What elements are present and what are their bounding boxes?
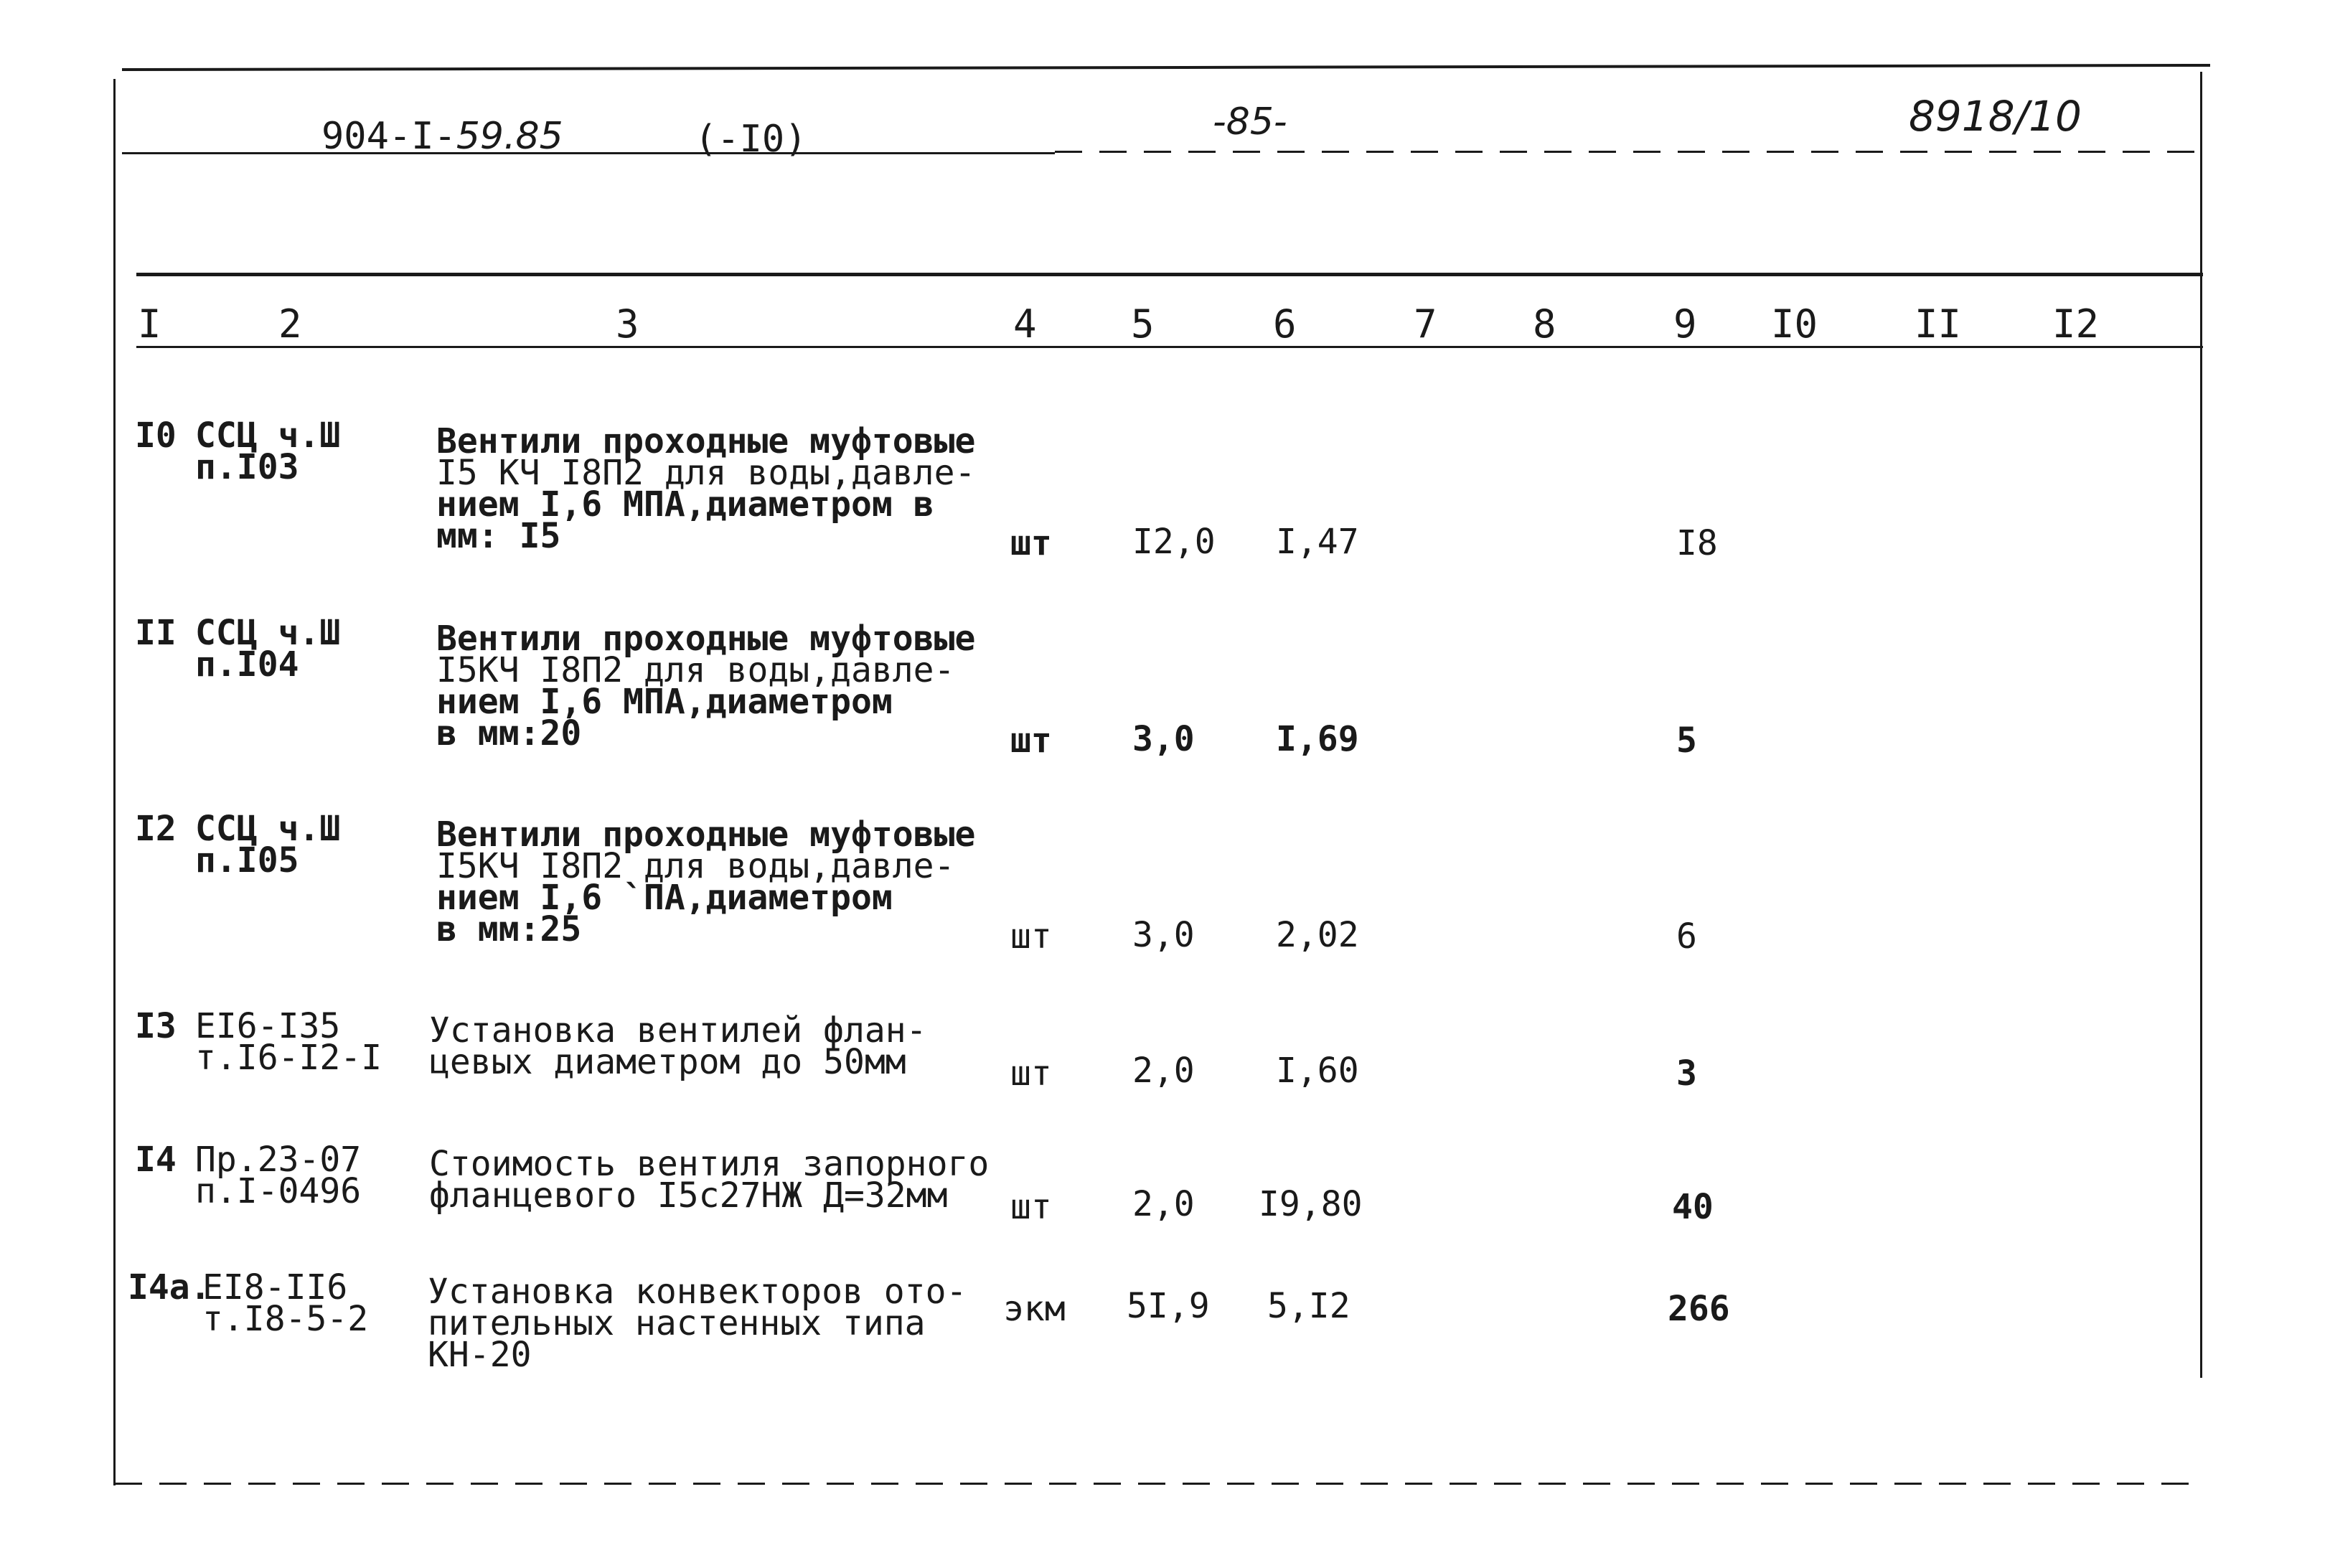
row-code-line: ССЦ ч.Ш	[195, 613, 341, 653]
top-border	[122, 64, 2210, 71]
row-description-line: цевых диаметром до 50мм	[429, 1042, 906, 1082]
column-number-5: 5	[1131, 301, 1155, 347]
row-unit: шт	[1010, 916, 1052, 957]
row-total: 5	[1676, 720, 1697, 761]
header-rule	[122, 152, 1055, 154]
column-number-12: I2	[2052, 301, 2100, 347]
row-code-line: ЕI8-II6	[202, 1267, 348, 1308]
row-quantity: 3,0	[1132, 915, 1195, 955]
row-description-line: Стоимость вентиля запорного	[429, 1144, 990, 1184]
row-description-line: в мм:20	[436, 713, 582, 754]
row-description-line: фланцевого I5с27НЖ Д=32мм	[429, 1175, 948, 1216]
row-description-line: I5КЧ I8П2 для воды,давле-	[436, 650, 955, 690]
row-description-line: Вентили проходные муфтовые	[436, 814, 976, 855]
bottom-border	[115, 1483, 2196, 1485]
row-description-line: в мм:25	[436, 909, 582, 949]
row-code-line: ССЦ ч.Ш	[195, 809, 341, 849]
table-top-rule	[136, 273, 2203, 276]
row-total: 266	[1668, 1289, 1730, 1329]
row-description-line: I5КЧ I8П2 для воды,давле-	[436, 846, 955, 886]
column-number-11: II	[1915, 301, 1962, 347]
column-number-4: 4	[1013, 301, 1037, 347]
row-number: II	[135, 613, 177, 653]
row-unit-price: I9,80	[1259, 1184, 1363, 1224]
header-rule-dashed	[1055, 151, 2203, 153]
row-unit: экм	[1003, 1289, 1066, 1329]
row-number: I4а.	[128, 1267, 211, 1308]
row-code-line: т.I6-I2-I	[195, 1038, 382, 1078]
row-quantity: 2,0	[1132, 1051, 1195, 1091]
right-border	[2200, 72, 2202, 1378]
column-number-7: 7	[1414, 301, 1437, 347]
row-number: I0	[135, 416, 177, 456]
row-code-line: п.I04	[195, 644, 299, 685]
row-total: I8	[1676, 523, 1718, 563]
row-number: I4	[135, 1140, 177, 1180]
row-unit-price: I,47	[1276, 522, 1359, 562]
row-quantity: 2,0	[1132, 1184, 1195, 1224]
row-code-line: п.I-0496	[195, 1171, 362, 1211]
row-description-line: Установка конвекторов ото-	[428, 1272, 967, 1312]
column-number-6: 6	[1273, 301, 1297, 347]
column-number-9: 9	[1673, 301, 1697, 347]
column-number-1: I	[138, 301, 161, 347]
column-number-10: I0	[1771, 301, 1818, 347]
row-unit-price: 2,02	[1276, 915, 1359, 955]
document-suffix: (-I0)	[695, 118, 807, 161]
row-description-line: пительных настенных типа	[428, 1303, 926, 1343]
row-description-line: Установка вентилей флан-	[429, 1010, 927, 1051]
column-number-8: 8	[1533, 301, 1556, 347]
row-description-line: Вентили проходные муфтовые	[436, 619, 976, 659]
row-description-line: нием I,6 МПА,диаметром	[436, 682, 893, 722]
page-number: -85-	[1213, 100, 1287, 144]
row-unit-price: I,60	[1276, 1051, 1359, 1091]
row-unit: шт	[1010, 523, 1052, 563]
row-number: I2	[135, 809, 177, 849]
document-code-prefix: 904-I-	[321, 115, 456, 158]
row-unit: шт	[1010, 720, 1052, 761]
column-number-3: 3	[616, 301, 639, 347]
row-total: 40	[1672, 1187, 1714, 1227]
row-quantity: I2,0	[1132, 522, 1216, 562]
row-description-line: КН-20	[428, 1335, 532, 1375]
row-code-line: п.I05	[195, 840, 299, 881]
left-border	[113, 79, 116, 1485]
row-total: 6	[1676, 916, 1697, 957]
row-code-line: ССЦ ч.Ш	[195, 416, 341, 456]
row-description-line: мм: I5	[436, 516, 561, 556]
row-quantity: 3,0	[1132, 719, 1195, 759]
sheet-reference: 8918/10	[1909, 92, 2082, 141]
row-code-line: Пр.23-07	[195, 1140, 362, 1180]
row-unit-price: 5,I2	[1267, 1286, 1350, 1326]
row-total: 3	[1676, 1053, 1697, 1094]
row-number: I3	[135, 1006, 177, 1046]
row-description-line: нием I,6 `ПА,диаметром	[436, 878, 893, 918]
row-description-line: I5 КЧ I8П2 для воды,давле-	[436, 453, 976, 493]
row-description-line: нием I,6 МПА,диаметром в	[436, 484, 934, 525]
row-code-line: п.I03	[195, 447, 299, 487]
column-number-2: 2	[278, 301, 302, 347]
row-unit: шт	[1010, 1053, 1052, 1094]
row-description-line: Вентили проходные муфтовые	[436, 421, 976, 461]
document-code	[321, 115, 563, 158]
row-unit-price: I,69	[1276, 719, 1359, 759]
row-quantity: 5I,9	[1127, 1286, 1210, 1326]
column-header-rule	[136, 346, 2203, 348]
row-unit: шт	[1010, 1187, 1052, 1227]
document-code-handwritten: 59.85	[456, 115, 563, 158]
row-code-line: ЕI6-I35	[195, 1006, 341, 1046]
row-code-line: т.I8-5-2	[202, 1299, 369, 1339]
